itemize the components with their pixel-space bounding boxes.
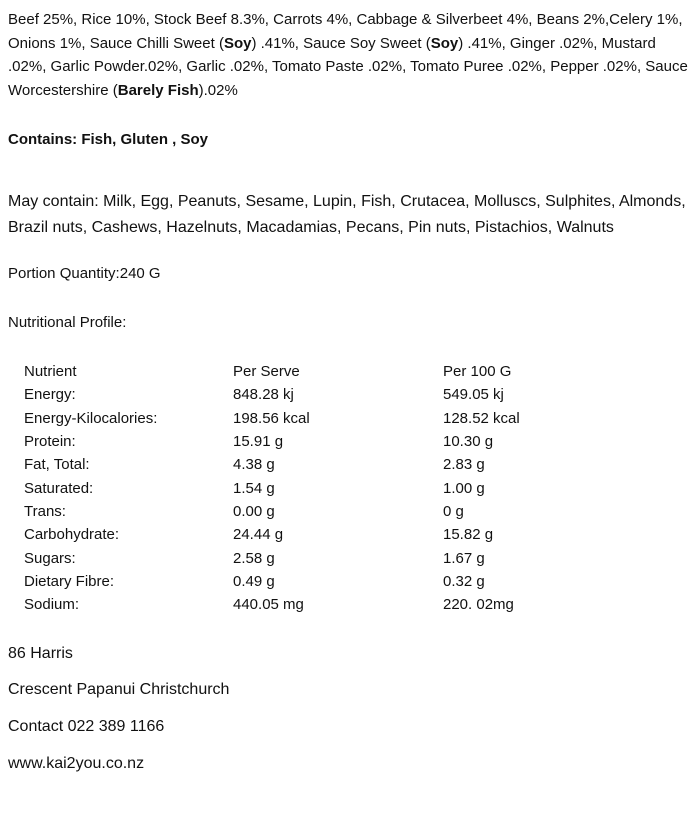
contact-phone: Contact 022 389 1166 bbox=[8, 718, 165, 736]
ingredient-allergen-highlight: Soy bbox=[223, 34, 252, 52]
ingredient-allergen-highlight: Barely Fish bbox=[117, 81, 199, 99]
ingredients-list bbox=[8, 8, 688, 102]
per-serve-value: 848.28 kj bbox=[233, 386, 294, 404]
nutrition-row bbox=[24, 570, 643, 593]
per-serve-value: 4.38 g bbox=[233, 456, 275, 474]
nutrient-name: Energy: bbox=[24, 386, 76, 404]
ingredient-text: ).02% bbox=[198, 81, 238, 99]
nutrition-row bbox=[24, 593, 643, 616]
nutrition-row bbox=[24, 500, 643, 523]
header-per-serve: Per Serve bbox=[233, 363, 300, 381]
nutrient-name: Saturated: bbox=[24, 479, 94, 497]
nutrition-table bbox=[24, 360, 643, 616]
nutrient-name: Sodium: bbox=[24, 596, 80, 614]
per-serve-value: 198.56 kcal bbox=[233, 409, 310, 427]
per-100g-value: 549.05 kj bbox=[443, 386, 504, 404]
per-100g-value: 0.32 g bbox=[443, 572, 485, 590]
ingredient-text: Beef 25%, Rice 10%, Stock Beef 8.3%, Carrots 4%, Cabbage & Silverbeet 4%, Beans 2%,Celery 1%, Onions 1%, Sauce Chilli Sweet ( bbox=[8, 11, 683, 52]
nutrition-row bbox=[24, 430, 643, 453]
nutrient-name: Dietary Fibre: bbox=[24, 572, 115, 590]
per-serve-value: 0.00 g bbox=[233, 502, 275, 520]
nutrient-name: Energy-Kilocalories: bbox=[24, 409, 158, 427]
per-serve-value: 1.54 g bbox=[233, 479, 275, 497]
nutrition-row bbox=[24, 523, 643, 546]
per-100g-value: 15.82 g bbox=[443, 526, 494, 544]
ingredient-text: ) .41%, Ginger .02%, Mustard .02%, Garlic Powder.02%, Garlic .02%, Tomato Paste .02%, Tomato Puree .02%, Pepper .02%, Sauce Worcestershire ( bbox=[8, 34, 688, 99]
header-per-100g: Per 100 G bbox=[443, 363, 512, 381]
nutrient-name: Carbohydrate: bbox=[24, 526, 120, 544]
website-link[interactable]: www.kai2you.co.nz bbox=[8, 755, 145, 773]
per-100g-value: 220. 02mg bbox=[443, 596, 514, 614]
allergen-may-contain: May contain: Milk, Egg, Peanuts, Sesame, Lupin, Fish, Crutacea, Molluscs, Sulphites, Almonds, Brazil nuts, Cashews, Hazelnuts, Macadamias, Pecans, Pin nuts, Pistachios, Walnuts bbox=[8, 193, 686, 236]
nutrition-row bbox=[24, 407, 643, 430]
per-100g-value: 1.67 g bbox=[443, 549, 485, 567]
per-serve-value: 440.05 mg bbox=[233, 596, 304, 614]
portion-quantity: Portion Quantity:240 G bbox=[8, 265, 161, 282]
per-serve-value: 24.44 g bbox=[233, 526, 284, 544]
ingredient-text: ) .41%, Sauce Soy Sweet ( bbox=[251, 34, 431, 52]
per-100g-value: 1.00 g bbox=[443, 479, 485, 497]
nutrient-name: Sugars: bbox=[24, 549, 76, 567]
nutrition-header-row bbox=[24, 360, 643, 383]
allergen-contains: Contains: Fish, Gluten , Soy bbox=[8, 131, 209, 148]
nutrition-row bbox=[24, 546, 643, 569]
nutrition-row bbox=[24, 383, 643, 406]
nutrition-row bbox=[24, 476, 643, 499]
ingredient-allergen-highlight: Soy bbox=[430, 34, 459, 52]
per-serve-value: 0.49 g bbox=[233, 572, 275, 590]
per-100g-value: 2.83 g bbox=[443, 456, 485, 474]
nutritional-profile-heading: Nutritional Profile: bbox=[8, 314, 127, 331]
nutrient-name: Trans: bbox=[24, 502, 66, 520]
per-100g-value: 10.30 g bbox=[443, 433, 494, 451]
product-label bbox=[8, 8, 688, 775]
per-100g-value: 0 g bbox=[443, 502, 464, 520]
address-line-1: 86 Harris bbox=[8, 645, 73, 663]
header-nutrient: Nutrient bbox=[24, 363, 77, 381]
per-serve-value: 2.58 g bbox=[233, 549, 275, 567]
nutrient-name: Fat, Total: bbox=[24, 456, 90, 474]
per-serve-value: 15.91 g bbox=[233, 433, 284, 451]
address-line-2: Crescent Papanui Christchurch bbox=[8, 681, 230, 699]
nutrient-name: Protein: bbox=[24, 433, 76, 451]
nutrition-row bbox=[24, 453, 643, 476]
per-100g-value: 128.52 kcal bbox=[443, 409, 520, 427]
